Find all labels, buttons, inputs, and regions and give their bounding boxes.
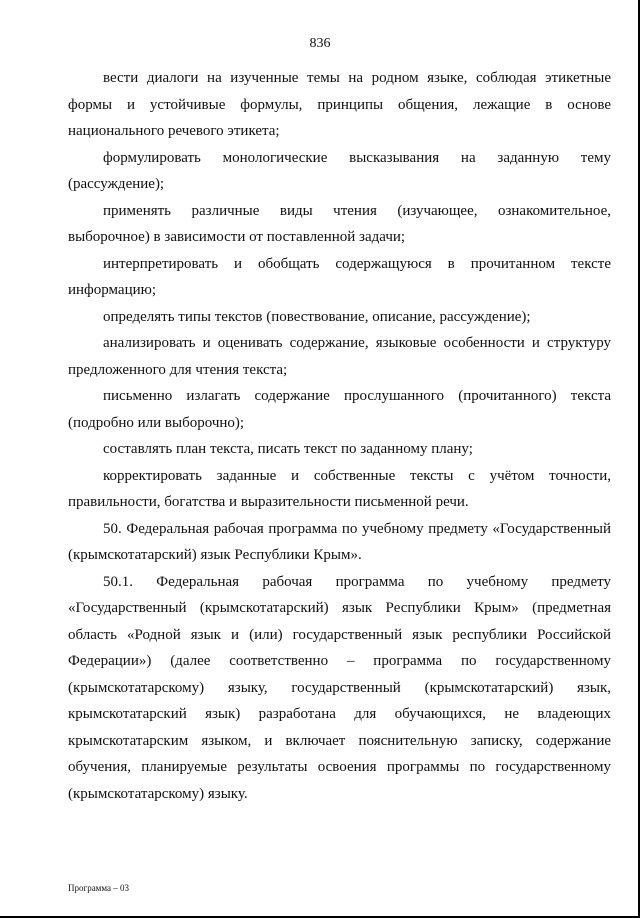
paragraph: вести диалоги на изученные темы на родном языке, соблюдая этикетные формы и устойчивые формулы, принципы общения, лежащие в основе национального речевого этикета; xyxy=(68,70,611,139)
paragraph: применять различные виды чтения (изучающее, ознакомительное, выборочное) в зависимости от поставленной задачи; xyxy=(68,202,611,245)
document-body xyxy=(68,65,611,807)
paragraph: составлять план текста, писать текст по заданному плану; xyxy=(103,441,473,457)
page-footer: Программа – 03 xyxy=(68,883,130,893)
paragraph: анализировать и оценивать содержание, языковые особенности и структуру предложенного для чтения текста; xyxy=(68,335,611,378)
paragraph: формулировать монологические высказывания на заданную тему (рассуждение); xyxy=(68,149,611,192)
paragraph: корректировать заданные и собственные тексты с учётом точности, правильности, богатства и выразительности письменной речи. xyxy=(68,467,611,510)
paragraph: интерпретировать и обобщать содержащуюся в прочитанном тексте информацию; xyxy=(68,255,611,298)
paragraph: письменно излагать содержание прослушанного (прочитанного) текста (подробно или выборочно); xyxy=(68,388,611,431)
page-number: 836 xyxy=(309,36,331,51)
subsection-paragraph: 50.1. Федеральная рабочая программа по учебному предмету «Государственный (крымскотатарский) язык Республики Крым» (предметная область «Родной язык и (или) государственный язык республики Российской Федерации») (далее соответственно – программа по государственному (крымскотатарскому) языку, государственный (крымскотатарский) язык, крымскотатарский язык) разработана для обучающихся, не владеющих крымскотатарским языком, и включает пояснительную записку, содержание обучения, планируемые результаты освоения программы по государственному (крымскотатарскому) языку. xyxy=(68,573,611,802)
section-heading-paragraph: 50. Федеральная рабочая программа по учебному предмету «Государственный (крымскотатарский) язык Республики Крым». xyxy=(68,520,611,563)
paragraph: определять типы текстов (повествование, описание, рассуждение); xyxy=(103,308,531,325)
